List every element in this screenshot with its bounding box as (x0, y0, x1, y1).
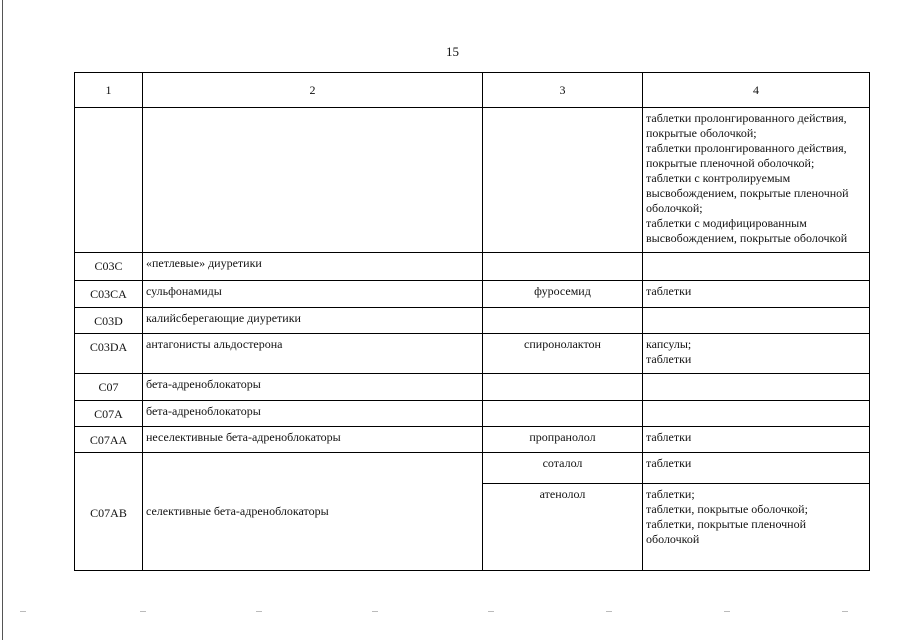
group-cell (143, 108, 483, 253)
drug-table (74, 72, 870, 571)
group-cell: «петлевые» диуретики (143, 253, 483, 281)
header-cell-2: 2 (143, 73, 483, 108)
forms-cell (643, 374, 870, 401)
table-row-continuation (75, 108, 870, 253)
forms-cell (643, 401, 870, 427)
table-row (75, 401, 870, 427)
group-cell: антагонисты альдостерона (143, 334, 483, 374)
group-cell: бета-адреноблокаторы (143, 401, 483, 427)
code-cell: C03D (75, 308, 143, 334)
code-cell: C03CA (75, 281, 143, 308)
group-cell: калийсберегающие диуретики (143, 308, 483, 334)
table-row (75, 308, 870, 334)
drug-cell (483, 253, 643, 281)
code-cell: C03C (75, 253, 143, 281)
drug-cell (483, 401, 643, 427)
code-cell: C07 (75, 374, 143, 401)
drug-cell: соталол (483, 453, 643, 484)
drug-cell (483, 108, 643, 253)
drug-cell: атенолол (483, 484, 643, 571)
group-cell: бета-адреноблокаторы (143, 374, 483, 401)
drug-cell: пропранолол (483, 427, 643, 453)
group-cell: сульфонамиды (143, 281, 483, 308)
header-cell-3: 3 (483, 73, 643, 108)
forms-cell (643, 308, 870, 334)
forms-cell: таблетки пролонгированного действия, покрытые оболочкой; таблетки пролонгированного действия, покрытые пленочной оболочкой; таблетки с контролируемым высвобождением, покрытые пленочной оболочкой; таблетки с модифицированным высвобождением, покрытые оболочкой (643, 108, 870, 253)
drug-cell (483, 308, 643, 334)
forms-cell: капсулы; таблетки (643, 334, 870, 374)
forms-cell: таблетки (643, 427, 870, 453)
code-cell: C07AA (75, 427, 143, 453)
table-row (75, 374, 870, 401)
table-row (75, 334, 870, 374)
table-row (75, 453, 870, 484)
header-cell-1: 1 (75, 73, 143, 108)
group-cell: неселективные бета-адреноблокаторы (143, 427, 483, 453)
table-row (75, 253, 870, 281)
table-row (75, 281, 870, 308)
page-edge-line (2, 0, 3, 640)
code-cell: C03DA (75, 334, 143, 374)
forms-cell: таблетки (643, 281, 870, 308)
code-cell: C07A (75, 401, 143, 427)
code-cell (75, 108, 143, 253)
group-cell: селективные бета-адреноблокаторы (143, 453, 483, 571)
forms-cell (643, 253, 870, 281)
forms-cell: таблетки (643, 453, 870, 484)
table-row (75, 427, 870, 453)
drug-cell (483, 374, 643, 401)
drug-cell: фуросемид (483, 281, 643, 308)
scan-artifact-dots (0, 611, 905, 613)
code-cell: C07AB (75, 453, 143, 571)
drug-cell: спиронолактон (483, 334, 643, 374)
header-cell-4: 4 (643, 73, 870, 108)
table-header-row (75, 73, 870, 108)
forms-cell: таблетки; таблетки, покрытые оболочкой; таблетки, покрытые пленочной оболочкой (643, 484, 870, 571)
page-number: 15 (446, 44, 459, 59)
